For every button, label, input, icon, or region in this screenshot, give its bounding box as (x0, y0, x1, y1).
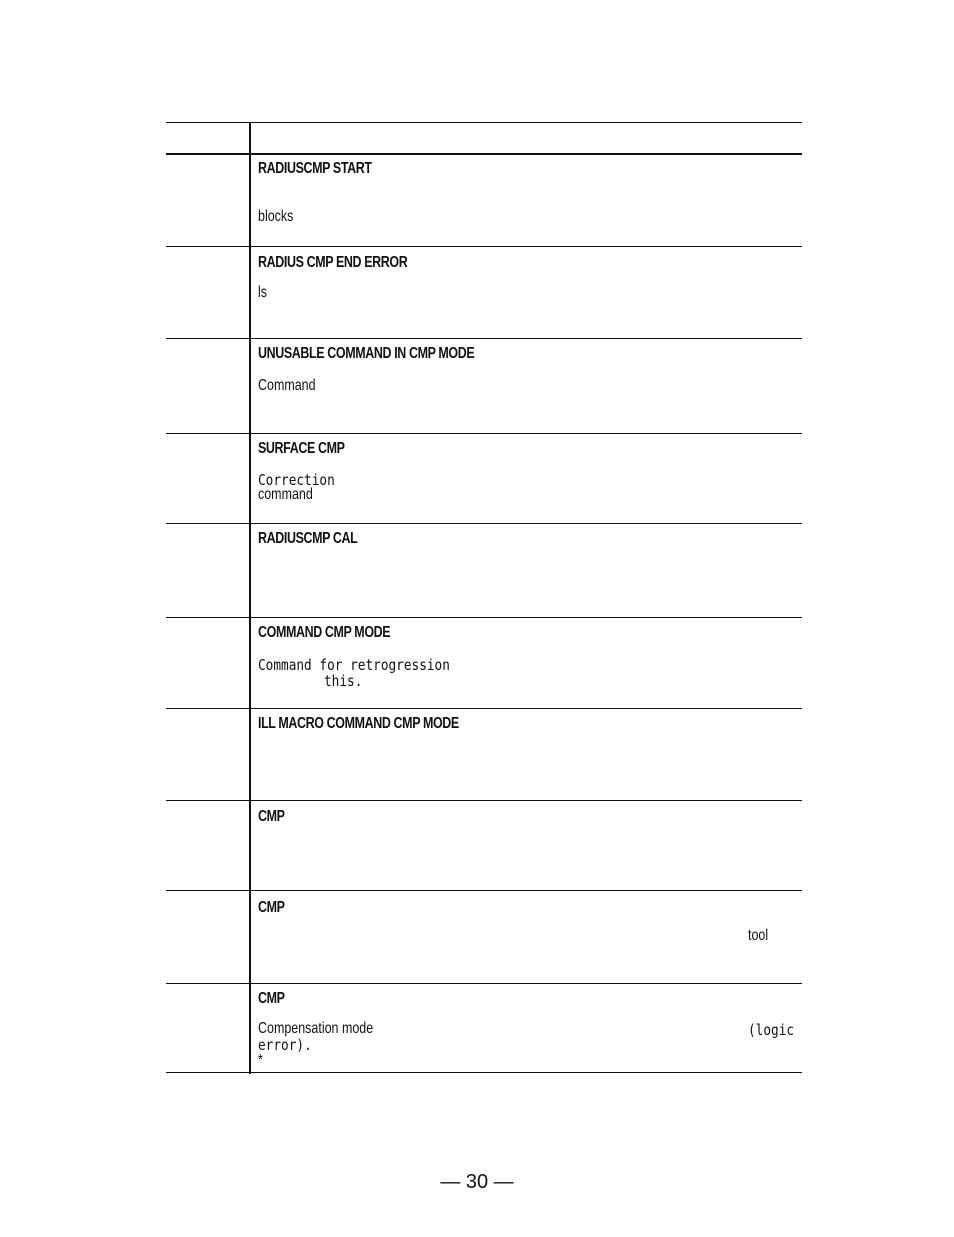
row-text: this. (324, 672, 363, 690)
row-text: error). (258, 1036, 312, 1054)
page-number: — 30 — (440, 1171, 514, 1193)
row-divider (166, 617, 802, 618)
row-text: command (258, 486, 313, 503)
row-text: (logic (748, 1021, 795, 1039)
row-heading: CMP (258, 899, 285, 916)
header-rule (166, 153, 802, 155)
row-divider (166, 523, 802, 524)
error-code-table (166, 122, 802, 1074)
row-heading: RADIUSCMP CAL (258, 530, 358, 547)
row-text: Compensation mode (258, 1020, 374, 1037)
table-bottom-rule (166, 1072, 802, 1073)
row-text: blocks (258, 208, 294, 225)
row-divider (166, 890, 802, 891)
row-heading: CMP (258, 990, 285, 1007)
row-heading: RADIUSCMP START (258, 160, 372, 177)
row-heading: RADIUS CMP END ERROR (258, 254, 408, 271)
row-text: * (258, 1052, 263, 1069)
row-heading: CMP (258, 808, 285, 825)
row-divider (166, 433, 802, 434)
row-divider (166, 983, 802, 984)
row-heading: SURFACE CMP (258, 440, 345, 457)
row-divider (166, 246, 802, 247)
row-text: Command (258, 377, 316, 394)
row-text: Correction (258, 471, 335, 489)
table-top-rule (166, 122, 802, 123)
row-divider (166, 338, 802, 339)
row-heading: UNUSABLE COMMAND IN CMP MODE (258, 345, 475, 362)
row-heading: ILL MACRO COMMAND CMP MODE (258, 715, 459, 732)
column-divider (249, 122, 251, 1074)
row-text: ls (258, 284, 268, 301)
row-divider (166, 708, 802, 709)
row-text: tool (748, 927, 769, 944)
row-text: Command for retrogression (258, 656, 450, 674)
row-heading: COMMAND CMP MODE (258, 624, 391, 641)
row-divider (166, 800, 802, 801)
